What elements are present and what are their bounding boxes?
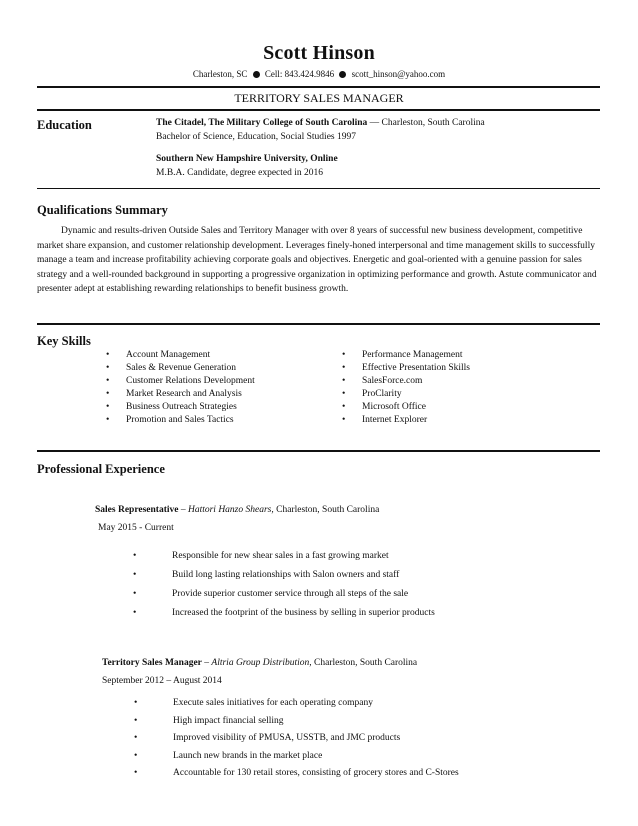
list-item: • Customer Relations Development	[106, 375, 255, 388]
qualifications-heading: Qualifications Summary	[37, 203, 168, 217]
location-text: Charleston, SC	[192, 69, 248, 79]
list-item: • Execute sales initiatives for each operating company	[134, 698, 459, 716]
job-company: Hattori Hanzo Shears,	[187, 505, 274, 515]
skills-heading: Key Skills	[37, 334, 91, 348]
list-item: • Responsible for new shear sales in a fast growing market	[133, 551, 435, 570]
job-header	[95, 503, 379, 517]
section-divider	[37, 188, 600, 189]
school-location: — Charleston, South Carolina	[367, 118, 485, 128]
list-item: • Account Management	[106, 349, 255, 362]
list-item: • Improved visibility of PMUSA, USSTB, and JMC products	[134, 733, 459, 751]
list-item: • Internet Explorer	[342, 414, 470, 427]
job-separator: –	[178, 505, 188, 515]
school-name: Southern New Hampshire University, Online	[156, 154, 338, 164]
list-item: • Effective Presentation Skills	[342, 362, 470, 375]
list-item: • Sales & Revenue Generation	[106, 362, 255, 375]
job-dates: September 2012 – August 2014	[102, 676, 222, 686]
candidate-name: Scott Hinson	[263, 42, 375, 64]
header-top-rule	[37, 86, 600, 88]
skills-list-right	[342, 349, 470, 427]
email-text: scott_hinson@yahoo.com	[351, 69, 446, 79]
list-item: • SalesForce.com	[342, 375, 470, 388]
list-item: • Increased the footprint of the business by selling in superior products	[133, 608, 435, 627]
header-bottom-rule	[37, 109, 600, 111]
job-role: Sales Representative	[95, 505, 179, 515]
education-school-1	[156, 116, 485, 144]
phone-text: Cell: 843.424.9846	[264, 69, 335, 79]
list-item: • Promotion and Sales Tactics	[106, 414, 255, 427]
list-item: • Accountable for 130 retail stores, consisting of grocery stores and C-Stores	[134, 768, 459, 786]
school-name: The Citadel, The Military College of South Carolina	[156, 118, 368, 128]
job-location: Charleston, South Carolina	[311, 658, 418, 668]
list-item: • Market Research and Analysis	[106, 388, 255, 401]
bullet-dot-icon	[339, 71, 346, 78]
list-item: • Provide superior customer service through all steps of the sale	[133, 589, 435, 608]
job-role: Territory Sales Manager	[102, 658, 202, 668]
list-item: • High impact financial selling	[134, 716, 459, 734]
experience-heading: Professional Experience	[37, 462, 165, 476]
list-item: • ProClarity	[342, 388, 470, 401]
list-item: • Launch new brands in the market place	[134, 751, 459, 769]
school-degree: M.B.A. Candidate, degree expected in 2016	[156, 168, 323, 178]
bullet-dot-icon	[253, 71, 260, 78]
education-school-2	[156, 152, 338, 180]
qualifications-text: Dynamic and results-driven Outside Sales and Territory Manager with over 8 years of successful new business development, competitive market share expansion, and customer relationship development. Leverages finely-honed interpersonal and time management skills to successfully manage a team and increase profitability achieving corporate goals and objectives. Energetic and goal-oriented with a genuine passion for sales strategy and a well-rounded background in supporting a progressive organization in optimizing performance and growth. Astute communicator and presenter adept at establishing rewarding relationships to benefit business growth.	[37, 226, 597, 295]
list-item: • Business Outreach Strategies	[106, 401, 255, 414]
list-item: • Build long lasting relationships with Salon owners and staff	[133, 570, 435, 589]
job-header	[102, 656, 417, 670]
qualifications-summary	[37, 224, 601, 297]
school-degree: Bachelor of Science, Education, Social Studies 1997	[156, 132, 356, 142]
job-title: TERRITORY SALES MANAGER	[234, 91, 404, 105]
job-separator: –	[201, 658, 212, 668]
list-item: • Performance Management	[342, 349, 470, 362]
job-company: Altria Group Distribution,	[211, 658, 312, 668]
job-dates: May 2015 - Current	[98, 523, 174, 533]
job-duties	[134, 698, 459, 786]
list-item: • Microsoft Office	[342, 401, 470, 414]
contact-line	[0, 69, 638, 79]
skills-list-left	[106, 349, 255, 427]
education-heading: Education	[37, 118, 92, 132]
section-divider	[37, 323, 600, 325]
section-divider	[37, 450, 600, 452]
job-duties	[133, 551, 435, 627]
job-location: Charleston, South Carolina	[273, 505, 380, 515]
